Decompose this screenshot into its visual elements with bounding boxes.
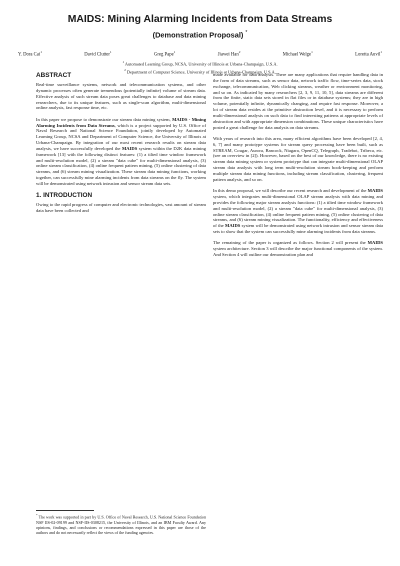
body-paragraph: made available for data analysis. There are many applications that require handling data in the form of data streams, such as sensor data, network traffic flow, time-series data, stock exchange, telecommunication, Web clicking streams, weather or environment monitoring, and so on. As indicated by many researchers [2, 3, 9, 11, 10, 5], data streams are different from the finite, static data sets stored in flat files or in database systems; they are in high volume, potentially infinite, dynamically changing, and require fast response. Moreover, a lot of stream data resides at the primitive abstraction level, and it is necessary to perform multi-dimensional analysis on such data to find interesting patterns at appropriate levels of abstraction and with appropriate dimension combinations. These unique characteristics have posted a great challenge for data analysis on data streams.: [213, 72, 383, 130]
author: Loretta Auvil$^1$: [355, 50, 382, 58]
footnote-rule: [36, 510, 94, 511]
abstract-heading: ABSTRACT: [36, 72, 72, 79]
body-paragraph: The remaining of the paper is organized as follows. Section 2 will present the MAIDS system architecture. Section 3 will describe the major functional components of the system. And Section 4 will outline our demonstration plan and: [213, 240, 383, 258]
abstract-paragraph: Real-time surveillance systems, network and telecommunication systems, and other dynamic processes often generate tremendous (potentially infinite) volume of stream data. Effective analysis of such stream data poses great challenges to database and data mining researchers, due to its unique features, such as single-scan algorithm, multi-dimensional online analysis, fast response time, etc.: [36, 82, 206, 111]
left-column: [36, 72, 206, 220]
subtitle-footnote-mark: *: [245, 30, 248, 36]
affiliation: $^1$ Automated Learning Group, NCSA, University of Illinois at Urbana-Champaign, U.S.A.: [122, 60, 278, 67]
body-paragraph: With years of research into this area, many efficient algorithms have been developed [2, 4, 6, 7] and many prototype systems for stream query processing have been built, such as STREAM, Cougar, Aurora, Bancock, Niagara, OpenCQ, Telegraph, Tradebot, Tribeca, etc. (see an overview in [2]). However, based on the best of our knowledge, there is no existing stream data mining system or system prototype that can integrate multi-dimensional OLAP stream data analysis with long term multi-resolution stream book-keeping and perform multiple stream data mining functions, including stream classification, clustering, frequent pattern analysis, and so on.: [213, 135, 383, 182]
author: Michael Welge$^1$: [282, 50, 313, 58]
author: Y. Dora Cai$^1$: [18, 50, 42, 58]
author: Greg Pape$^1$: [154, 50, 176, 58]
body-paragraph: In this demo proposal, we will describe our recent research and development of the MAIDS system, which integrates multi-dimensional OLAP stream analysis with data mining and provides the following major stream analysis functions: (1) a tilted time window framework and multi-resolution model, (2) a stream "data cube" for multi-dimensional analysis, (3) online stream classification, (4) online frequent pattern mining, (5) online clustering of data streams, and (6) stream mining visualization. The functionality, efficiency and effectiveness of the MAIDS system will be demonstrated using network intrusion and sensor stream data sets to show that the system can successfully mine alarming incidents from data streams.: [213, 188, 383, 235]
abstract-paragraph: In this paper we propose to demonstrate our stream data mining system, MAIDS - Mining Alarming Incidents from Data Streams, which is a project supported by U.S. Office of Naval Research and National Science Foundation, jointly developed by Automated Learning Group, NCSA and Department of Computer Science, the University of Illinois at Urbana-Champaign. By integration of our most recent research results on stream data analysis, we have successfully developed the MAIDS system within the D2K data mining framework [13] with the following distinct features: (1) a tilted time window framework and multi-resolution model, (2) a stream "data cube" for multi-dimensional analysis, (3) online stream classification, (4) online frequent pattern mining, (5) online clustering of data streams, and (6) stream mining visualization. These stream data mining functions, working together, can successfully mine alarming incidents from data streams on the fly. The system will be demonstrated using network intrusion and sensor stream data sets.: [36, 116, 206, 186]
paper-title: MAIDS: Mining Alarming Incidents from Data Streams: [67, 14, 333, 25]
footnote: * The work was supported in part by U.S. Office of Naval Research, U.S. National Science Foundation NSF IIS-02-09199 and NSF-IIS-0308215, the University of Illinois, and an IBM Faculty Award. Any opinions, findings, and conclusions or recommendations expressed in this paper are those of the authors and do not necessarily reflect the views of the funding agencies.: [36, 513, 206, 535]
affiliation: $^2$ Department of Computer Science, University of Illinois at Urbana-Champaign, U.S.A.: [124, 68, 276, 75]
paper-subtitle: [0, 30, 400, 39]
author: David Clutter$^1$: [84, 50, 112, 58]
intro-heading: 1. INTRODUCTION: [36, 192, 93, 200]
intro-paragraph: Owing to the rapid progress of computer and electronic technologies, vast amount of stream data have been collected and: [36, 202, 206, 214]
right-column: [213, 72, 383, 263]
author-list: [18, 50, 382, 58]
author: Jiawei Han$^2$: [217, 50, 241, 58]
subtitle-text: (Demonstration Proposal): [152, 30, 244, 40]
